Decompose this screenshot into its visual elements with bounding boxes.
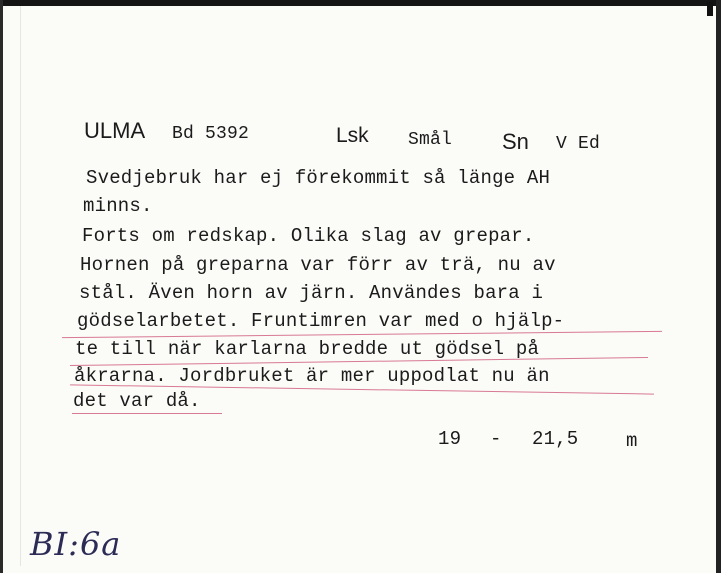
corner-mark: [707, 2, 713, 16]
body-line-6: gödselarbetet. Fruntimren var med o hjälp-: [77, 310, 565, 332]
measure-end: 21,5: [532, 428, 579, 450]
body-line-2: minns.: [83, 195, 153, 217]
reference-number: Bd 5392: [172, 124, 250, 144]
body-line-9: det var då.: [73, 390, 201, 412]
socken-label: Sn: [502, 129, 529, 154]
measure-start: 19: [438, 428, 462, 450]
card-left-edge: [0, 0, 3, 573]
card-right-edge: [716, 0, 721, 573]
body-line-7: te till när karlarna bredde ut gödsel på: [75, 338, 540, 360]
socken-value: V Ed: [556, 134, 601, 154]
body-line-5: stål. Även horn av järn. Användes bara i: [79, 282, 544, 304]
landskap-label: Lsk: [336, 124, 369, 147]
underline-4: [72, 413, 222, 414]
measure-unit: m: [626, 430, 638, 452]
handwritten-code: BI:6a: [30, 525, 122, 563]
body-line-1: Svedjebruk har ej förekommit så länge AH: [86, 167, 551, 189]
archive-name: ULMA: [84, 118, 146, 143]
card-top-edge: [0, 0, 721, 6]
body-line-8: åkrarna. Jordbruket är mer uppodlat nu än: [74, 365, 550, 387]
body-line-4: Hornen på greparna var förr av trä, nu av: [80, 254, 556, 276]
measure-dash: -: [490, 428, 502, 450]
faint-fold-line: [20, 6, 21, 566]
body-line-3: Forts om redskap. Olika slag av grepar.: [82, 225, 535, 247]
landskap-value: Smål: [408, 130, 453, 150]
